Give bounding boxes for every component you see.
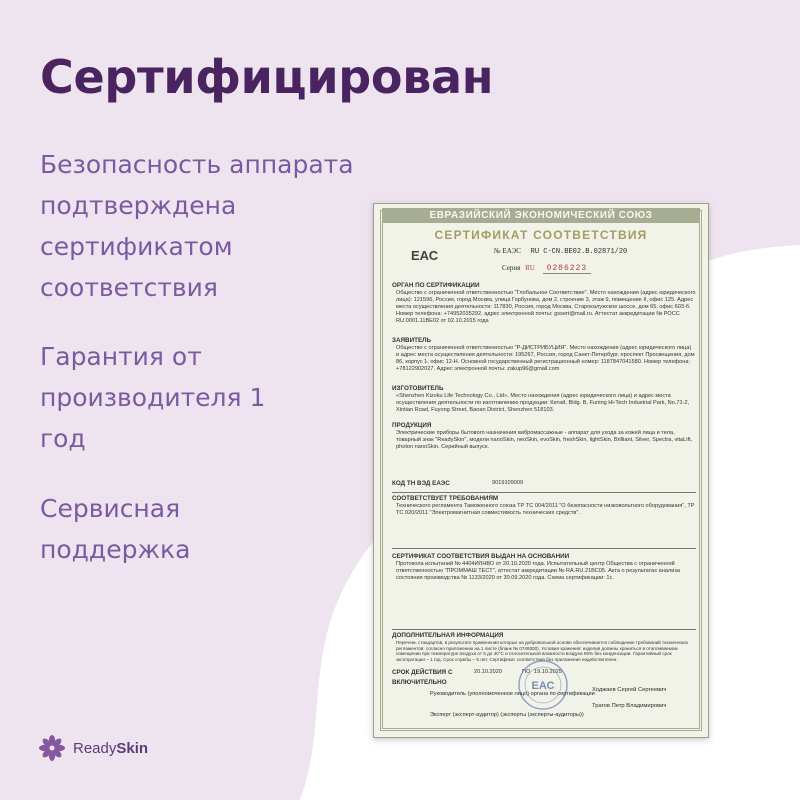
certificate-number-row xyxy=(494,247,627,256)
signer-2-label: Эксперт (эксперт-аудитор) (эксперты (эксперты-аудиторы)) xyxy=(430,712,584,718)
section-body: Общество с ограниченной ответственностью "Р-ДИСТРИБУЦИЯ". Место нахождения (адрес юридического лица) и адрес места осуществления деятельности: 195267, Россия, город Санкт-Петербург, проспект Просвещения, дом 86, корпус 1, офис 12-Н. Основной государственный регистрационный номер: 1187847041580. Номер телефона: +78122902027. Адрес электронной почты: zakup96@gmail.com xyxy=(396,345,695,373)
section-body: Протокола испытаний № 4404ИЛНВО от 20.10.2020 года. Испытательный центр Общества с ограниченной ответственностью "ПРОММАШ ТЕСТ", аттестат аккредитации № RA.RU.21ВС05. Акта о результатах анализа состояния производства № 1133/2020 от 30.09.2020 года. Схема сертификации: 1с. xyxy=(396,561,681,582)
page-title: Сертифицирован xyxy=(40,50,494,104)
section-body: Электрические приборы бытового назначения вибромассажные - аппарат для ухода за кожей лица и тела, товарный знак "ReadySkin", модели nanoSkin, neoSkin, evoSkin, freshSkin, lightSkin, Brilliant, Silver, Spectra, vitaLift, photon nanoSkin. Серийный выпуск. xyxy=(396,430,693,451)
certificate-document xyxy=(373,203,709,738)
section-heading: КОД ТН ВЭД ЕАЭС xyxy=(392,480,450,487)
certificate-heading: СЕРТИФИКАТ СООТВЕТСТВИЯ xyxy=(434,228,648,242)
feature-service-support: Сервисная поддержка xyxy=(40,494,191,564)
validity-inclusive: ВКЛЮЧИТЕЛЬНО xyxy=(392,679,447,686)
section-heading: СЕРТИФИКАТ СООТВЕТСТВИЯ ВЫДАН НА ОСНОВАНИИ xyxy=(392,553,570,560)
brand-name: ReadySkin xyxy=(73,739,149,757)
divider xyxy=(392,492,696,493)
divider xyxy=(392,548,696,549)
series-label: Серия xyxy=(502,264,521,272)
signer-2-name: Трагов Петр Владимирович xyxy=(592,703,667,709)
section-heading: ИЗГОТОВИТЕЛЬ xyxy=(392,385,444,392)
signer-1-label: Руководитель (уполномоченное лицо) органа по сертификации xyxy=(430,691,595,697)
certificate-series-row xyxy=(502,264,591,273)
brand-logo xyxy=(37,733,148,763)
section-heading: ЗАЯВИТЕЛЬ xyxy=(392,337,432,344)
certificate-union-band: ЕВРАЗИЙСКИЙ ЭКОНОМИЧЕСКИЙ СОЮЗ xyxy=(382,208,700,223)
section-body: «Shenzhen Kizoku Life Technology Co., Ltd». Место нахождения (адрес юридического лица) и адрес места осуществления деятельности по изготовлению продукции: Китай, Bldg. B, Funing Hi-Tech Industrial Park, No.71-2, Xintian Road, Fuyong Street, Baoan District, Shenzhen 518103. xyxy=(396,393,690,414)
series-code: RU xyxy=(525,264,535,272)
eac-mark: ЕАС xyxy=(411,248,439,263)
valid-from: 20.10.2020 xyxy=(474,669,502,675)
section-heading: ОРГАН ПО СЕРТИФИКАЦИИ xyxy=(392,282,480,289)
validity-label: СРОК ДЕЙСТВИЯ С xyxy=(392,669,453,676)
section-heading: СООТВЕТСТВУЕТ ТРЕБОВАНИЯМ xyxy=(392,495,499,502)
divider xyxy=(392,629,696,630)
section-body: 9019109009 xyxy=(492,480,524,486)
certificate-number-label: № ЕАЭС xyxy=(494,247,521,255)
validity-to-label: ПО xyxy=(522,669,531,675)
certificate-number: RU C-CN.ВЕ02.В.02871/20 xyxy=(530,248,628,256)
series-number: 0286223 xyxy=(543,264,592,274)
stamp-mark: ЕАС xyxy=(531,680,555,692)
section-body: Общество с ограниченной ответственностью "Глобальное Соответствие". Место нахождения (адрес юридического лица): 121596, Россия, город Москва, улица Горбунова, дом 2, строение 3, этаж 9, помещение II, офис 125. Адрес места осуществления деятельности: 117830, Россия, город Москва, Старокалужское шоссе, дом 65, офис 603-б. Номер телефона: +74952035292, адрес электронной почты: gssert@mail.ru. Аттестат аккредитации № РОСС RU.0001.11ВЕ02 от 02.10.2015 года xyxy=(396,290,696,325)
valid-to: 19.10.2025 xyxy=(534,669,562,675)
section-body: Технического регламента Таможенного союза ТР ТС 004/2011 "О безопасности низковольтного оборудования", ТР ТС 020/2011 "Электромагнитная совместимость технических средств". xyxy=(396,503,695,517)
section-heading: ПРОДУКЦИЯ xyxy=(392,422,432,429)
feature-safety-certified: Безопасность аппарата подтверждена сертификатом соответствия xyxy=(40,150,354,302)
feature-warranty: Гарантия от производителя 1 год xyxy=(40,342,266,453)
certification-stamp xyxy=(517,659,569,711)
flower-logo-icon xyxy=(37,733,67,763)
signer-1-name: Ходжаев Сергей Сергеевич xyxy=(592,687,667,693)
section-body: Перечень стандартов, в результате применения которых на добровольной основе обеспечивается соблюдение требований технических регламентов: согласно приложению на 1 листе (бланк № 0749300). Условия хранения: изделия должны храниться в отапливаемом помещении при температуре воздуха от 5 до 40°С и относительной влажности воздуха 65% без конденсации. Гарантийный срок эксплуатации – 1 год. Срок службы – 5 лет. Сертификат соответствия без приложения недействителен. xyxy=(396,640,689,662)
section-heading: ДОПОЛНИТЕЛЬНАЯ ИНФОРМАЦИЯ xyxy=(392,632,504,639)
